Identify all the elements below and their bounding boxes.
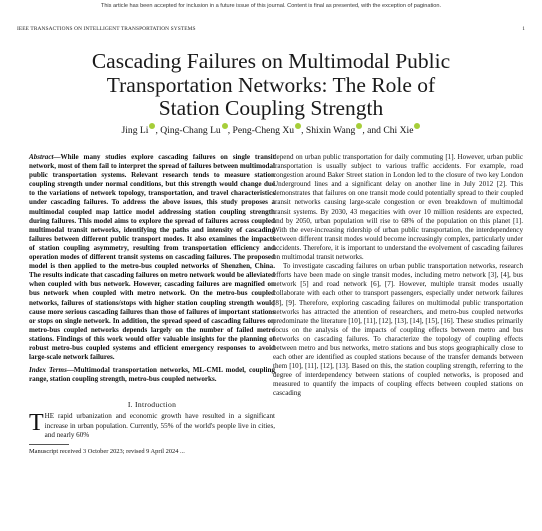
orcid-icon[interactable] bbox=[414, 123, 420, 129]
drop-cap: T bbox=[29, 410, 44, 437]
left-column bbox=[29, 153, 275, 456]
intro-text: HE rapid urbanization and economic growth have resulted in a significant increase in urban population. Currently, 55% of the world's people live in cities, and nearly 60% bbox=[44, 412, 275, 439]
index-terms bbox=[29, 366, 275, 384]
author-name: and Chi Xie bbox=[367, 125, 414, 137]
author-name: Shixin Wang bbox=[305, 125, 356, 137]
journal-name: IEEE TRANSACTIONS ON INTELLIGENT TRANSPORTATION SYSTEMS bbox=[17, 26, 196, 32]
title-line: Transportation Networks: The Role of bbox=[106, 72, 436, 97]
body-paragraph: depend on urban public transportation for daily commuting [1]. However, urban public transportation is usually subject to various traffic accidents. For example, road congestion around Baker Street station in London led to the closure of two key London Underground lines and a significant delay on another line in July 2012 [2]. This demonstrates that failures on one transit mode could potentially spread to their coupled transit networks causing large-scale congestion or even breakdown of multimodal transit systems. By 2030, 43 megacities with over 10 million residents are expected, and by 2050, urban population will rise to 68% of the population on this planet [1]. With the ever-increasing ridership of urban public transportation, the interdependency between different transit modes would become increasingly complex, particularly under accidents. Therefore, it is important to understand the evolvement of cascading failures on multimodal transit networks. bbox=[273, 153, 523, 262]
orcid-icon[interactable] bbox=[222, 123, 228, 129]
body-paragraph: To investigate cascading failures on urban public transportation networks, research efforts have been made on single transit modes, including metro network [3], [4], bus network [5] and road network [6], [7]. However, multiple transit modes usually collaborate with each other to transport passengers, especially under network failures [8], [9]. Therefore, exploring cascading failures on multimodal public transportation networks has attracted the attention of researchers, and metro-bus coupled networks predominate the literature [10], [11], [12], [13], [14], [15], [16]. These studies primarily focus on the analysis of the impacts of coupling effects between metro and bus networks on cascading failures. To characterize the topology of coupling effects between metro and bus networks, metro stations and bus stops geographically close to each other are identified as coupled stations because of the transfer demands between them [10], [11], [12], [13]. Based on this, the station coupling strength, referring to the degree of interdependency between stations of coupled networks, is proposed and measured to quantify the impacts of coupling effects between coupled stations on cascading bbox=[273, 262, 523, 398]
right-column bbox=[273, 153, 523, 399]
footnote-text: Manuscript received 3 October 2023; revised 9 April 2024 ... bbox=[29, 447, 185, 455]
section-heading: I. Introduction bbox=[127, 400, 177, 410]
footnote bbox=[29, 448, 275, 456]
paper-title bbox=[0, 50, 542, 121]
page-number: 1 bbox=[522, 26, 525, 32]
title-line: Cascading Failures on Multimodal Public bbox=[91, 49, 451, 73]
footnote-rule bbox=[29, 444, 69, 445]
author-list: Jing Li , Qing-Chang Lu , Peng-Cheng Xu , Shixin Wang , and Chi Xie bbox=[0, 123, 542, 136]
author-name: Qing-Chang Lu bbox=[160, 125, 221, 137]
acceptance-banner: This article has been accepted for inclusion in a future issue of this journal. Content is final as presented, with the exception of pagination. bbox=[100, 3, 442, 9]
index-terms-text: Multimodal transportation networks, ML-CML model, coupling range, station coupling strength, metro-bus coupled networks. bbox=[29, 366, 275, 384]
abstract-label: Abstract— bbox=[29, 153, 61, 161]
running-header bbox=[17, 26, 525, 34]
author-name: Peng-Cheng Xu bbox=[232, 125, 295, 137]
index-terms-label: Index Terms— bbox=[29, 366, 74, 375]
author-name: Jing Li bbox=[121, 125, 149, 137]
orcid-icon[interactable] bbox=[295, 123, 301, 129]
intro-paragraph bbox=[29, 412, 275, 439]
orcid-icon[interactable] bbox=[356, 123, 362, 129]
title-line: Station Coupling Strength bbox=[158, 96, 384, 120]
abstract bbox=[29, 153, 275, 362]
abstract-text: While many studies explore cascading failures on single transit network, most of them fail to interpret the spread of failures between multimodal public transportation systems. Relevant research tends to measure station coupling strength under normal conditions, but this strength would change due to the variations of network topology, transportation, and travel characteristics under cascading failures. To address the above issues, this study proposes a multimodal coupled map lattice model addressing station coupling strength during failures. This model aims to explore the spread of failures across coupled multimodal transit networks, identifying the paths and intensity of cascading failures between different public transport modes. It also examines the impacts of station coupling asymmetry, resulting from transportation efficiency and operation modes of different transit systems on cascading failures. The proposed model is then applied to the metro-bus coupled networks of Shenzhen, China. The results indicate that cascading failures on metro network would be alleviated when coupled with bus network. However, cascading failures are magnified on bus network when coupled with metro network. On the metro-bus coupled networks, failures of stations/stops with higher station coupling strength would cause more serious cascading failures than those of failures of important stations or stops on single network. In addition, the spread speed of cascading failures on metro-bus coupled networks depends largely on the number of failed metro stations. Findings of this work would offer valuable insights for the planning of robust metro-bus coupled systems and efficient emergency responses to avoid large-scale network failures. bbox=[29, 153, 275, 362]
orcid-icon[interactable] bbox=[149, 123, 155, 129]
